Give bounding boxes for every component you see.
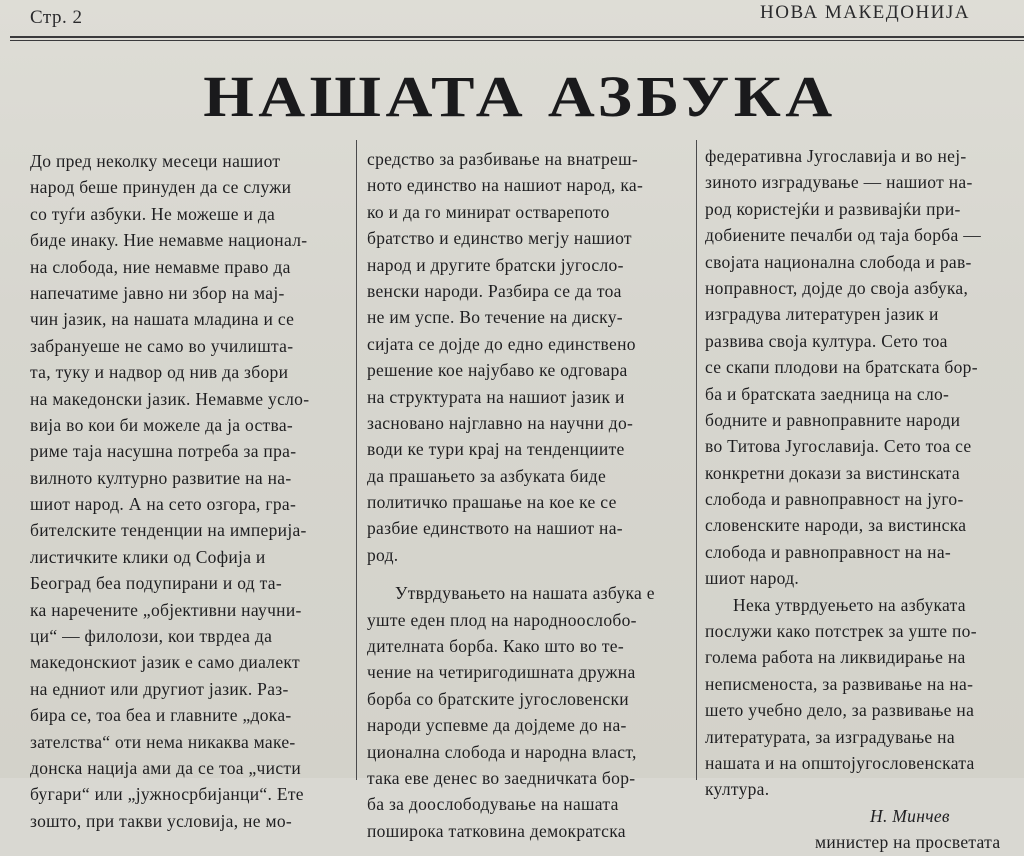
text-line: политичко прашање на кое ке се	[367, 492, 617, 513]
text-line: развива своја култура. Сето тоа	[705, 330, 948, 351]
header-rule-thin	[10, 40, 1024, 41]
text-line: Београд беа подупирани и од та-	[30, 573, 282, 594]
text-line: зиното изградување — нашиот на-	[705, 172, 973, 193]
text-line: народи успевме да дојдеме до на-	[367, 715, 627, 736]
author-signature: Н. Минчев	[870, 805, 950, 826]
text-line: ноправност, дојде до своја азбука,	[705, 277, 969, 298]
text-line: борба со братските југословенски	[367, 688, 629, 709]
text-line: зателства“ оти нема никаква маке-	[30, 731, 296, 752]
text-line: род.	[367, 544, 399, 565]
text-line: литературата, за изградување на	[705, 726, 955, 747]
text-line: вилното културно развитие на на-	[30, 467, 292, 488]
text-line: конкретни докази за вистинската	[705, 462, 960, 483]
text-line: бугари“ или „јужносрбијанци“. Ете	[30, 784, 304, 805]
newspaper-name: НОВА МАКЕДОНИЈА	[760, 2, 971, 23]
text-line: шиот народ.	[705, 568, 800, 589]
text-line: на македонски јазик. Немавме усло-	[30, 388, 310, 409]
text-line: Утврдувањето на нашата азбука е	[395, 583, 655, 604]
text-line: послужи како потстрек за уште по-	[705, 621, 977, 642]
text-line: та, туку и надвор од нив да збори	[30, 362, 289, 383]
text-line: неписменоста, за развивање на на-	[705, 673, 974, 694]
text-line: води ке тури крај на тенденциите	[367, 439, 625, 460]
text-line: култура.	[705, 779, 770, 800]
text-line: бителските тенденции на империја-	[30, 520, 307, 541]
text-line: средство за разбивање на внатреш-	[367, 149, 639, 169]
column-divider	[696, 140, 697, 780]
text-line: зошто, при такви условија, не мо-	[30, 810, 293, 831]
text-line: добиените печалби од таја борба —	[705, 225, 982, 246]
text-line: поширока татковина демократска	[367, 820, 626, 841]
text-line: сијата се дојде до едно единствено	[367, 333, 636, 354]
text-line: ци“ — филолози, кои тврдеа да	[30, 626, 273, 647]
text-line: уште еден плод на народноослобо-	[367, 609, 637, 630]
text-line: засновано најглавно на научни до-	[367, 412, 634, 433]
text-line: се скапи плодови на братската бор-	[705, 357, 978, 378]
text-line: ко и да го минират остварепото	[367, 201, 610, 222]
text-line: изградува литературен јазик и	[705, 304, 939, 325]
text-line: забрануеше не само во училишта-	[30, 335, 294, 356]
text-line: донска нација ами да се тоа „чисти	[30, 757, 302, 778]
text-line: на едниот или другиот јазик. Раз-	[30, 678, 289, 699]
paragraph-gap	[367, 568, 689, 580]
text-line: род користејќи и развивајќи при-	[705, 198, 961, 219]
text-line: ка наречените „објективни научни-	[30, 599, 302, 620]
text-line: словенските народи, за вистинска	[705, 515, 967, 536]
article-column-3	[705, 143, 1023, 856]
text-line: чение на четиригодишната дружна	[367, 662, 636, 683]
text-line: слобода и равноправност на на-	[705, 541, 952, 562]
text-line: ба за доослободување на нашата	[367, 794, 619, 815]
text-line: напечатиме јавно ни збор на мај-	[30, 282, 285, 303]
article-headline: НАШАТА АЗБУКА	[203, 64, 837, 129]
text-line: нашата и на општојугословенската	[705, 752, 975, 773]
text-line: голема работа на ликвидирање на	[705, 647, 966, 668]
text-line: не им успе. Во течение на диску-	[367, 307, 623, 328]
text-line: народ беше принуден да се служи	[30, 177, 292, 198]
text-line: македонскиот јазик е само диалект	[30, 652, 300, 673]
text-line: на слобода, ние немавме право да	[30, 256, 291, 277]
text-line: ба и братската заедница на сло-	[705, 383, 950, 404]
text-line: ционална слобода и народна власт,	[367, 741, 637, 762]
text-line: на структурата на нашиот јазик и	[367, 386, 625, 407]
text-line: разбие единството на нашиот на-	[367, 518, 623, 539]
text-line: До пред неколку месеци нашиот	[30, 151, 281, 171]
page-number: Стр. 2	[30, 7, 83, 28]
text-line: бира се, тоа беа и главните „дока-	[30, 705, 292, 726]
text-line: својата национална слобода и рав-	[705, 251, 972, 272]
text-line: Нека утврдуењето на азбуката	[733, 594, 966, 615]
text-line: шето учебно дело, за развивање на	[705, 700, 975, 721]
text-line: слобода и равноправност на југо-	[705, 489, 964, 510]
text-line: така еве денес во заедничката бор-	[367, 767, 636, 788]
text-line: биде инаку. Ние немавме национал-	[30, 230, 308, 251]
column-divider	[356, 140, 357, 780]
text-line: ното единство на нашиот народ, ка-	[367, 175, 644, 196]
author-title: министер на просветата	[815, 832, 1001, 853]
header-rule	[10, 36, 1024, 38]
text-line: листичките клики од Софија и	[30, 546, 266, 567]
article-column-1	[30, 148, 348, 834]
text-line: братство и единство мегју нашиот	[367, 228, 632, 249]
text-line: во Титова Југославија. Сето тоа се	[705, 436, 972, 457]
text-line: риме таја насушна потреба за пра-	[30, 441, 297, 462]
text-line: федеративна Југославија и во неј-	[705, 146, 967, 166]
text-line: дителната борба. Како што во те-	[367, 636, 625, 657]
text-line: народ и другите братски југосло-	[367, 254, 624, 275]
text-line: да прашањето за азбуката биде	[367, 465, 607, 486]
text-line: со туѓи азбуки. Не можеше и да	[30, 203, 276, 224]
article-column-2	[367, 146, 689, 844]
text-line: бодните и равноправните народи	[705, 409, 961, 430]
text-line: венски народи. Разбира се да тоа	[367, 280, 622, 301]
text-line: чин јазик, на нашата младина и се	[30, 309, 295, 330]
text-line: шиот народ. А на сето озгора, гра-	[30, 494, 297, 515]
text-line: решение кое најубаво ке одговара	[367, 360, 628, 381]
text-line: вија во кои би можеле да ја оства-	[30, 414, 294, 435]
